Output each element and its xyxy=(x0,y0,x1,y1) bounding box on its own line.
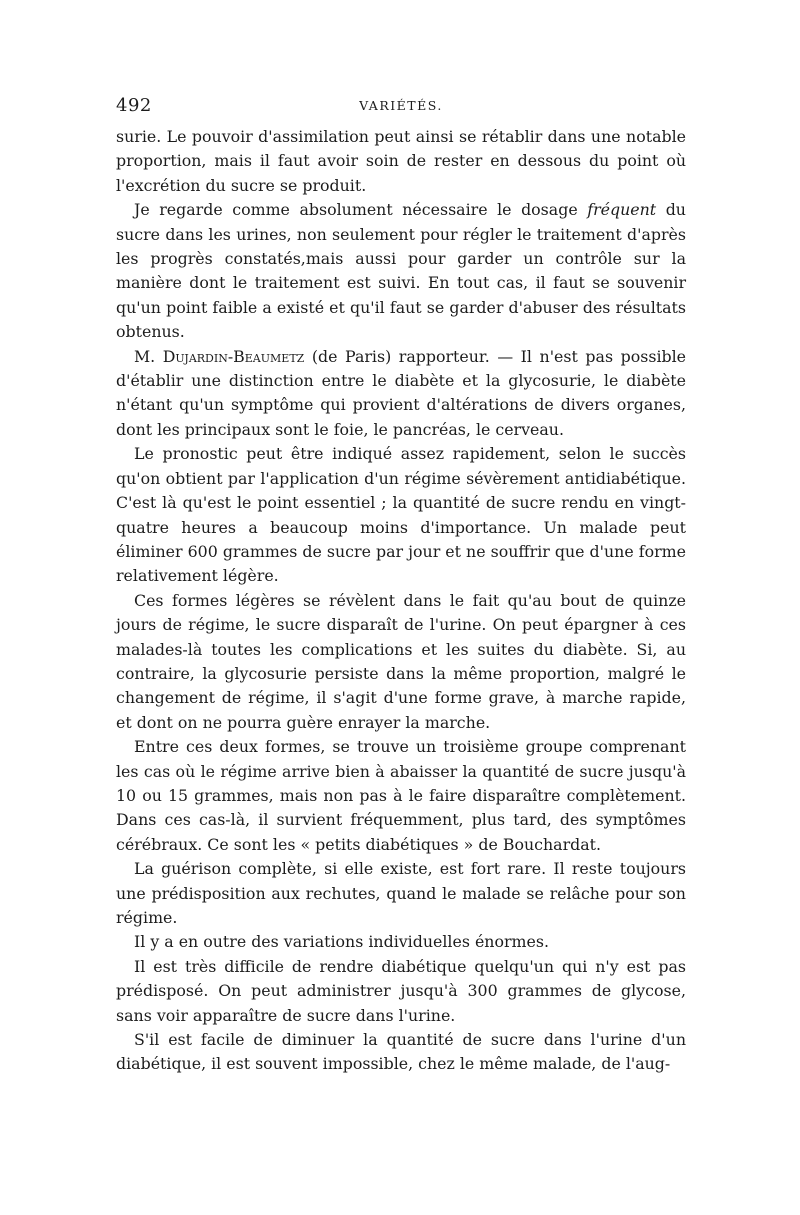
body-text xyxy=(116,125,686,1077)
paragraph-4 xyxy=(116,442,686,588)
paragraph-7 xyxy=(116,857,686,930)
paragraph-text: La guérison complète, si elle existe, est fort rare. Il reste toujours une prédisposition aux rechutes, quand le malade se relâche pour son régime. xyxy=(116,859,686,927)
paragraph-text: Le pronostic peut être indiqué assez rapidement, selon le succès qu'on obtient par l'application d'un régime sévèrement antidiabétique. C'est là qu'est le point essentiel ; la quantité de sucre rendu en vingt-quatre heures a beaucoup moins d'importance. Un malade peut éliminer 600 grammes de sucre par jour et ne souffrir que d'une forme relativement légère. xyxy=(116,444,686,586)
paragraph-text: S'il est facile de diminuer la quantité de sucre dans l'urine d'un diabétique, il est souvent impossible, chez le même malade, de l'aug- xyxy=(116,1030,686,1074)
paragraph-6 xyxy=(116,735,686,857)
speaker-prefix: M. xyxy=(134,346,163,366)
paragraph-text: du sucre dans les urines, non seulement pour régler le traitement d'après les progrès constatés,mais aussi pour garder un contrôle sur la manière dont le traitement est suivi. En tout cas, il faut se souvenir qu'un point faible a existé et qu'il faut se garder d'abuser des résultats obtenus. xyxy=(116,200,686,342)
paragraph-8 xyxy=(116,930,686,954)
paragraph-2 xyxy=(116,198,686,344)
paragraph-10 xyxy=(116,1028,686,1077)
emphasis-frequent: fréquent xyxy=(587,200,657,220)
page-header xyxy=(116,95,686,125)
paragraph-text: Entre ces deux formes, se trouve un troisième groupe comprenant les cas où le régime arrive bien à abaisser la quantité de sucre jusqu'à 10 ou 15 grammes, mais non pas à le faire disparaître complètement. Dans ces cas-là, il survient fréquemment, plus tard, des symptômes cérébraux. Ce sont les « petits diabétiques » de Bouchardat. xyxy=(116,737,686,854)
paragraph-1 xyxy=(116,125,686,198)
paragraph-text: Il est très difficile de rendre diabétique quelqu'un qui n'y est pas prédisposé. On peut administrer jusqu'à 300 grammes de glycose, sans voir apparaître de sucre dans l'urine. xyxy=(116,956,686,1025)
running-head: VARIÉTÉS. xyxy=(359,98,443,113)
paragraph-text: Ces formes légères se révèlent dans le fait qu'au bout de quinze jours de régime, le sucre disparaît de l'urine. On peut épargner à ces malades-là toutes les complications et les suites du diabète. Si, au contraire, la glycosurie persiste dans la même proportion, malgré le changement de régime, il s'agit d'une forme grave, à marche rapide, et dont on ne pourra guère enrayer la marche. xyxy=(116,590,686,732)
paragraph-5 xyxy=(116,589,686,735)
paragraph-9 xyxy=(116,955,686,1028)
paragraph-3 xyxy=(116,345,686,443)
paragraph-text: (de Paris) rapporteur. — Il n'est pas possible d'établir une distinction entre le diabète et la glycosurie, le diabète n'étant qu'un symptôme qui provient d'altérations de divers organes, dont les principaux sont le foie, le pancréas, le cerveau. xyxy=(116,346,687,439)
page-number: 492 xyxy=(116,95,152,116)
paragraph-text: Je regarde comme absolument nécessaire le dosage xyxy=(134,200,588,220)
paragraph-text: Il y a en outre des variations individuelles énormes. xyxy=(134,932,549,952)
book-page xyxy=(116,95,686,1077)
paragraph-text: surie. Le pouvoir d'assimilation peut ainsi se rétablir dans une notable proportion, mais il faut avoir soin de rester en dessous du point où l'excrétion du sucre se produit. xyxy=(116,127,686,195)
speaker-name: Dujardin-Beaumetz xyxy=(162,346,305,366)
